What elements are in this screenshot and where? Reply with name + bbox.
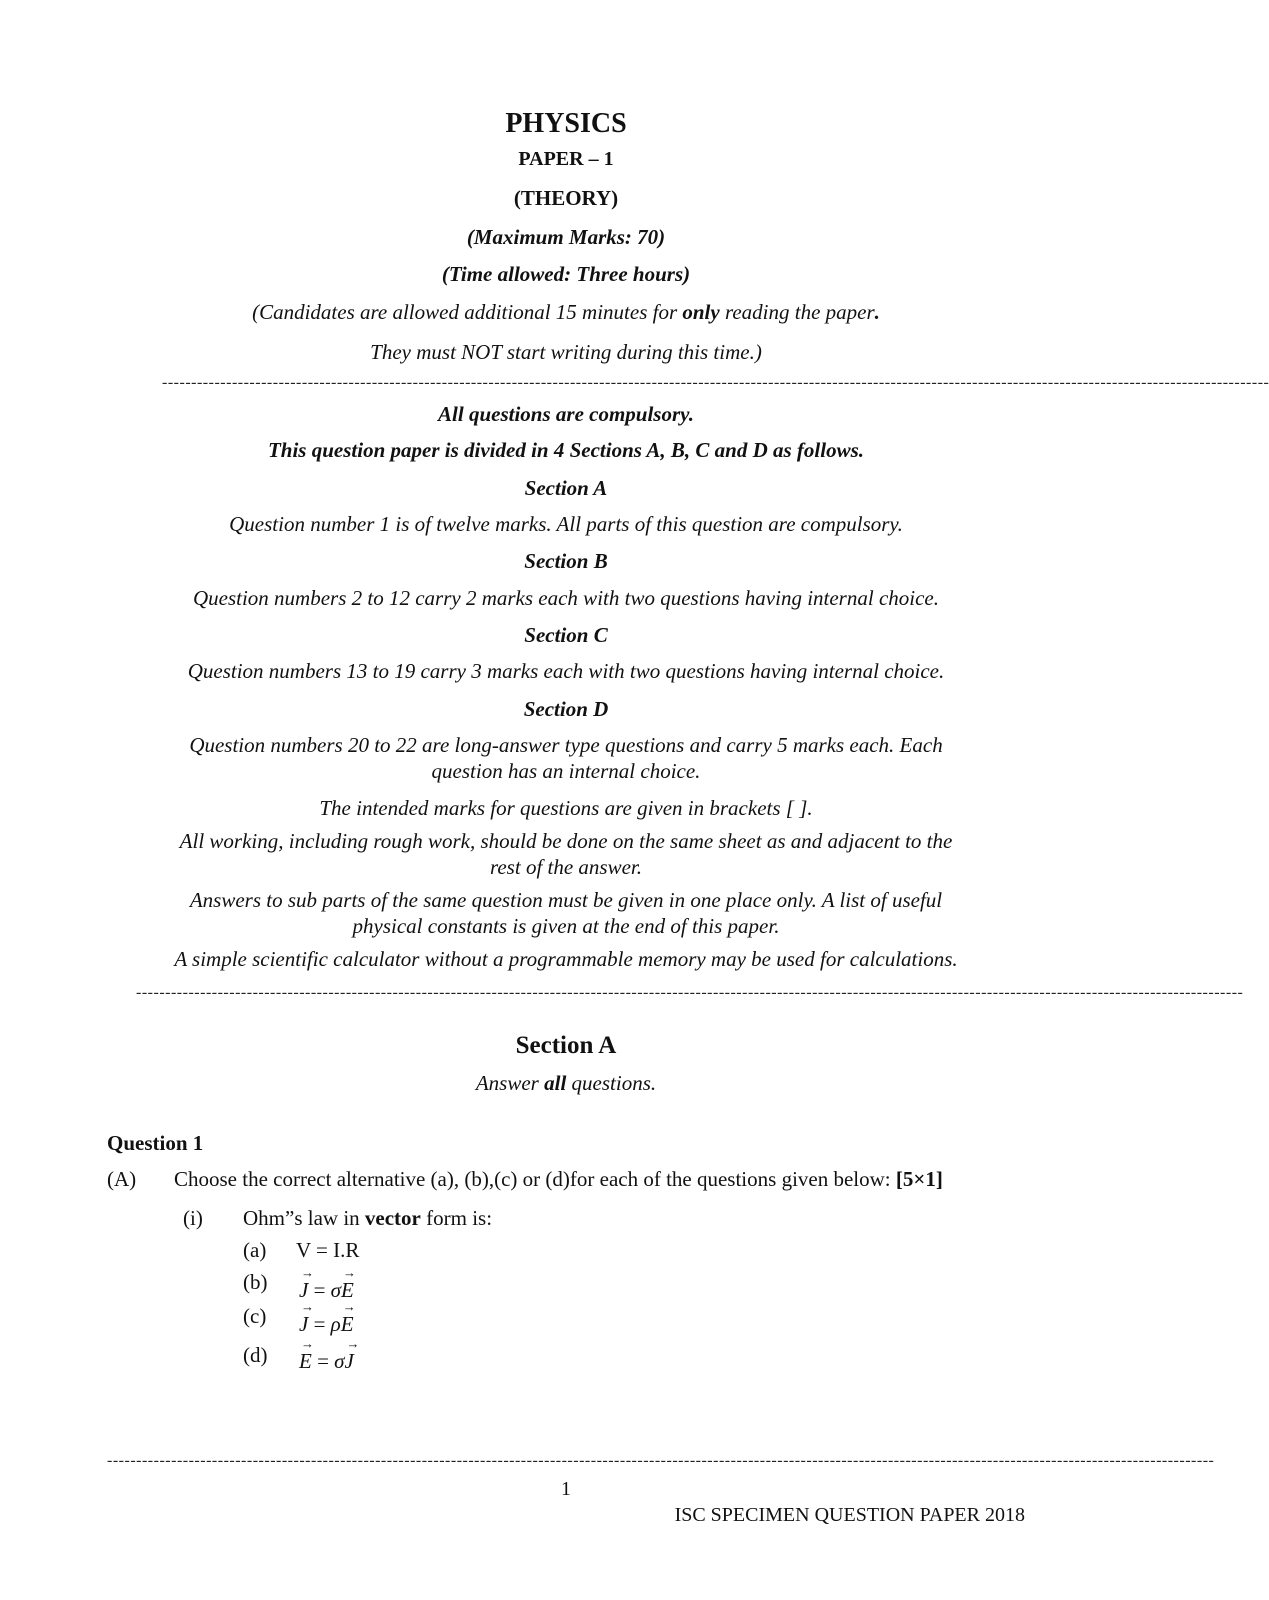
reading-time-note-2: They must NOT start writing during this time.): [370, 340, 762, 364]
equals-sign: =: [308, 1278, 331, 1302]
note-marks-brackets: The intended marks for questions are given in brackets [ ].: [319, 796, 813, 820]
footer-label: ISC SPECIMEN QUESTION PAPER 2018: [674, 1504, 1025, 1526]
question-1-heading: Question 1: [107, 1131, 204, 1155]
dashed-divider-footer: ----------------------------------------------------------------------------------------------------------------------------------------------------------------------------------------------: [107, 1452, 1215, 1469]
section-a-subtitle: [0, 1071, 1132, 1096]
vector-j: → J: [299, 1278, 308, 1303]
instruction-section-d-title: Section D: [523, 697, 609, 721]
sub-question-text: [243, 1206, 492, 1231]
option-a-label: (a): [243, 1238, 267, 1262]
option-d-label: (d): [243, 1343, 268, 1367]
instruction-section-a-text: Question number 1 is of twelve marks. All parts of this question are compulsory.: [229, 512, 903, 536]
compulsory-instruction: All questions are compulsory.: [438, 402, 694, 426]
instruction-section-c-text: Question numbers 13 to 19 carry 3 marks each with two questions having internal choice.: [187, 659, 945, 683]
vector-j: → J: [299, 1312, 308, 1337]
reading-note-dot: .: [874, 300, 880, 324]
page-number: 1: [561, 1478, 571, 1500]
sub-question-part-1: Ohm”s law in: [243, 1206, 365, 1230]
paper-type: (THEORY): [513, 186, 619, 210]
sub-question-label: (i): [183, 1206, 203, 1230]
sections-instruction: This question paper is divided in 4 Sections A, B, C and D as follows.: [267, 438, 865, 462]
part-a-text: [174, 1167, 943, 1192]
section-a-subtitle-bold: all: [544, 1071, 567, 1095]
part-a-marks: [5×1]: [895, 1167, 943, 1191]
dashed-divider-top: ----------------------------------------------------------------------------------------------------------------------------------------------------------------------------------------------: [162, 374, 1269, 391]
section-a-heading: Section A: [515, 1032, 617, 1059]
sigma-symbol: σ: [334, 1349, 345, 1373]
equals-sign: =: [311, 1349, 335, 1373]
sub-question-bold: vector: [364, 1206, 421, 1230]
part-a-instruction: Choose the correct alternative (a), (b),(c) or (d)for each of the questions given below:: [174, 1167, 896, 1191]
reading-note-bold: only: [682, 300, 720, 324]
instruction-section-d-text-1: Question numbers 20 to 22 are long-answer type questions and carry 5 marks each. Each: [189, 733, 943, 757]
instruction-section-b-text: Question numbers 2 to 12 carry 2 marks each with two questions having internal choice.: [192, 586, 939, 610]
reading-note-part-2: reading the paper: [719, 300, 875, 324]
paper-number: PAPER – 1: [518, 148, 614, 170]
time-allowed: (Time allowed: Three hours): [441, 262, 691, 286]
vector-e: → E: [299, 1349, 312, 1374]
option-a-text: V = I.R: [296, 1238, 360, 1262]
note-rough-work-2: rest of the answer.: [489, 855, 643, 879]
section-a-subtitle-part-2: questions.: [566, 1071, 657, 1095]
dashed-divider-middle: ----------------------------------------------------------------------------------------------------------------------------------------------------------------------------------------------: [136, 984, 1244, 1001]
subject-title: PHYSICS: [505, 108, 627, 139]
sub-question-part-2: form is:: [420, 1206, 493, 1230]
part-a-label: (A): [107, 1167, 137, 1191]
note-calculator: A simple scientific calculator without a programmable memory may be used for calculations.: [174, 947, 958, 971]
note-rough-work-1: All working, including rough work, should be done on the same sheet as and adjacent to the: [179, 829, 953, 853]
option-c-label: (c): [243, 1304, 267, 1328]
option-d-equation: [299, 1349, 354, 1374]
instruction-section-c-title: Section C: [524, 623, 608, 647]
equals-sign: =: [308, 1312, 331, 1336]
reading-note-part-1: (Candidates are allowed additional 15 minutes for: [252, 300, 683, 324]
vector-e: → E: [341, 1312, 354, 1337]
instruction-section-d-text-2: question has an internal choice.: [431, 759, 701, 783]
option-c-equation: [299, 1312, 354, 1337]
vector-j: → J: [345, 1349, 354, 1374]
option-b-label: (b): [243, 1270, 268, 1294]
maximum-marks: (Maximum Marks: 70): [466, 225, 666, 249]
instruction-section-a-title: Section A: [524, 476, 608, 500]
sigma-symbol: σ: [330, 1278, 342, 1302]
vector-e: → E: [341, 1278, 354, 1303]
reading-time-note: [0, 300, 1132, 325]
note-sub-parts-2: physical constants is given at the end of this paper.: [352, 914, 780, 938]
instruction-section-b-title: Section B: [524, 549, 608, 573]
note-sub-parts-1: Answers to sub parts of the same question must be given in one place only. A list of useful: [189, 888, 943, 912]
section-a-subtitle-part-1: Answer: [475, 1071, 545, 1095]
rho-symbol: ρ: [330, 1312, 341, 1336]
